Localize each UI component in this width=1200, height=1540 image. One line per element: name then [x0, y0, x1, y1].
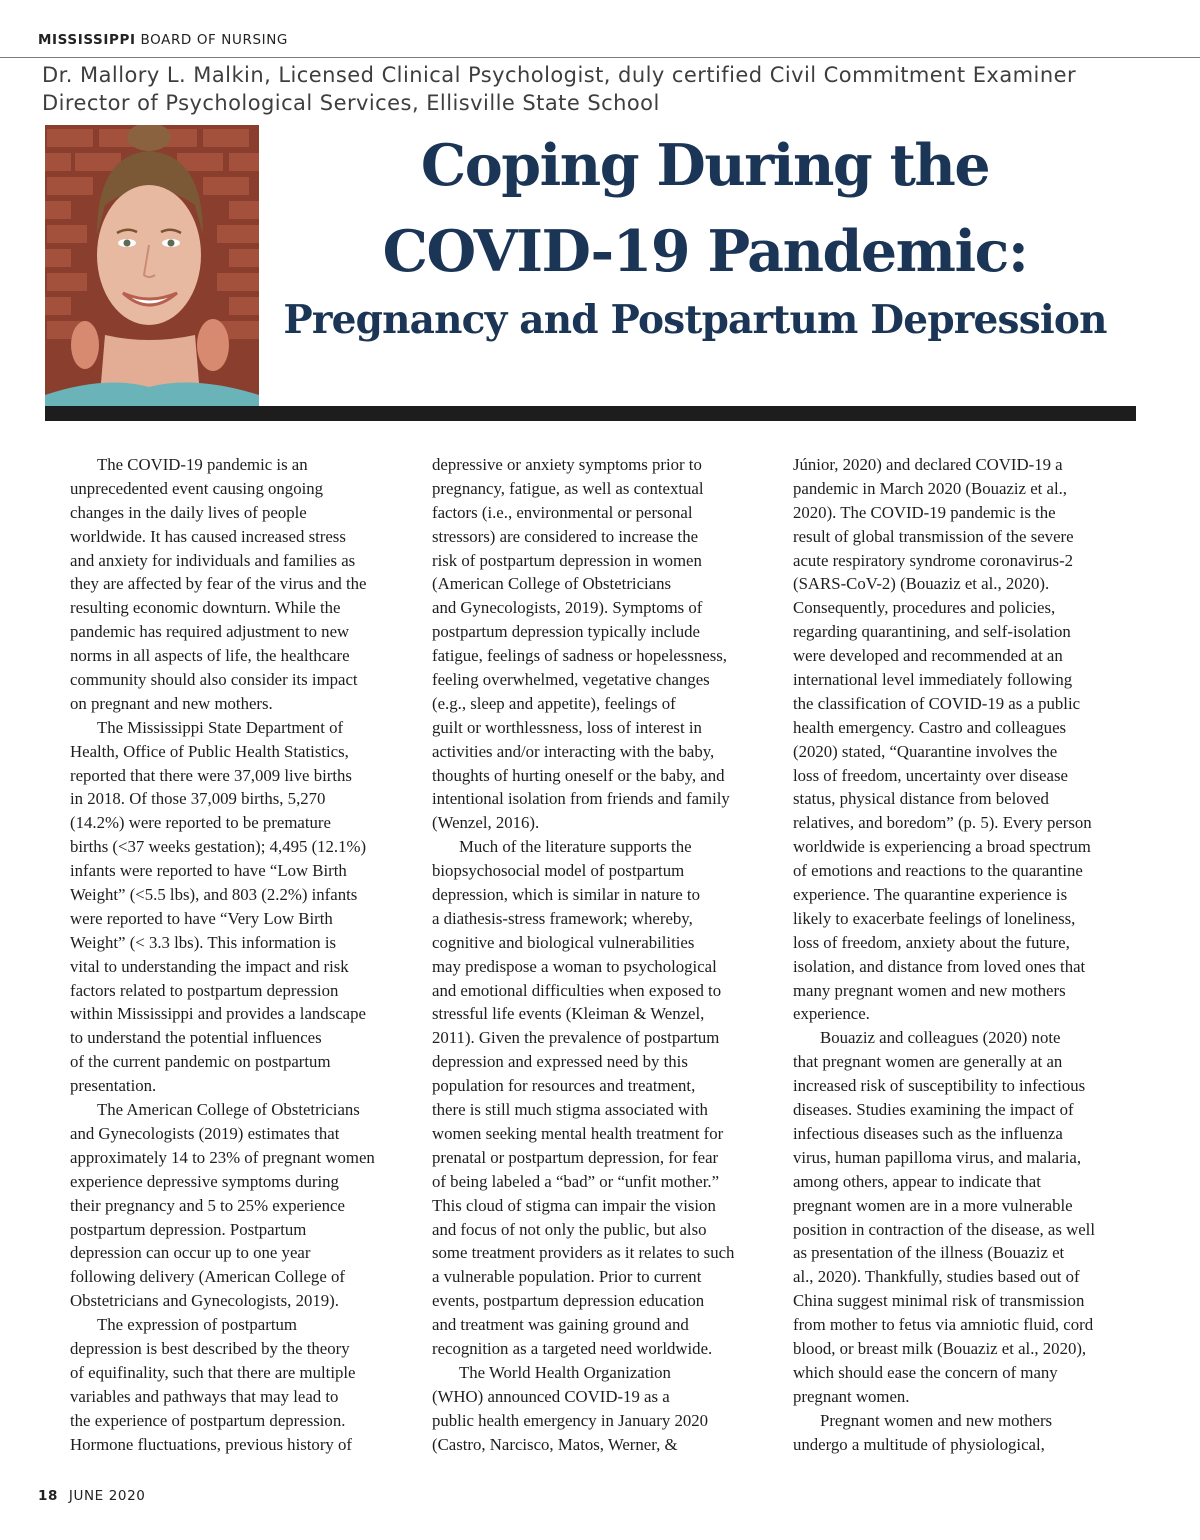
text-line: Júnior, 2020) and declared COVID-19 a: [793, 455, 1063, 474]
text-line: al., 2020). Thankfully, studies based out of: [793, 1267, 1080, 1287]
text-line: the classification of COVID-19 as a public: [793, 693, 1081, 713]
text-line: (Castro, Narcisco, Matos, Werner, &: [432, 1434, 678, 1454]
text-line: feeling overwhelmed, vegetative changes: [432, 670, 710, 690]
text-line: (14.2%) were reported to be premature: [70, 813, 331, 833]
text-line: 2011). Given the prevalence of postpartum: [432, 1028, 720, 1048]
article-title-line-1: Coping During the: [420, 132, 990, 199]
text-line: to understand the potential influences: [70, 1028, 322, 1048]
text-line: Health, Office of Public Health Statistics,: [70, 741, 349, 761]
text-line: the experience of postpartum depression.: [70, 1410, 346, 1430]
text-line: they are affected by fear of the virus and the: [70, 574, 367, 594]
text-line: resulting economic downturn. While the: [70, 598, 341, 618]
text-line: Bouaziz and colleagues (2020) note: [820, 1028, 1061, 1048]
text-line: depressive or anxiety symptoms prior to: [432, 455, 702, 474]
text-line: pandemic has required adjustment to new: [70, 622, 350, 642]
text-line: vital to understanding the impact and risk: [70, 956, 349, 976]
page-number: 18: [38, 1488, 58, 1504]
text-line: China suggest minimal risk of transmission: [793, 1291, 1085, 1311]
text-line: on pregnant and new mothers.: [70, 693, 273, 713]
publication-header: [38, 32, 288, 48]
text-line: following delivery (American College of: [70, 1267, 345, 1287]
text-line: experience. The quarantine experience is: [793, 885, 1068, 905]
article-subtitle: Pregnancy and Postpartum Depression: [283, 297, 1107, 343]
text-line: international level immediately following: [793, 670, 1073, 690]
text-line: pregnant women are in a more vulnerable: [793, 1195, 1073, 1215]
text-line: were reported to have “Very Low Birth: [70, 908, 333, 928]
text-line: The expression of postpartum: [97, 1315, 297, 1335]
text-line: may predispose a woman to psychological: [432, 956, 717, 976]
text-line: stressors) are considered to increase the: [432, 526, 699, 546]
text-line: Obstetricians and Gynecologists, 2019).: [70, 1291, 339, 1311]
text-line: Pregnant women and new mothers: [820, 1410, 1053, 1430]
text-line: factors (i.e., environmental or personal: [432, 502, 693, 522]
text-line: guilt or worthlessness, loss of interest in: [432, 717, 702, 737]
publication-name: BOARD OF NURSING: [140, 32, 288, 48]
text-line: changes in the daily lives of people: [70, 502, 307, 522]
text-line: biopsychosocial model of postpartum: [432, 861, 685, 881]
text-line: virus, human papilloma virus, and malaria,: [793, 1147, 1082, 1167]
text-line: among others, appear to indicate that: [793, 1171, 1041, 1191]
text-line: were developed and recommended at an: [793, 646, 1063, 666]
text-line: that pregnant women are generally at an: [793, 1052, 1063, 1072]
text-line: and Gynecologists (2019) estimates that: [70, 1123, 340, 1143]
text-line: public health emergency in January 2020: [432, 1410, 709, 1430]
text-line: their pregnancy and 5 to 25% experience: [70, 1195, 345, 1215]
text-line: (Wenzel, 2016).: [432, 813, 540, 833]
text-line: pregnant women.: [793, 1386, 910, 1406]
text-line: postpartum depression. Postpartum: [70, 1219, 307, 1239]
text-line: loss of freedom, uncertainty over disease: [793, 765, 1068, 785]
text-line: of equifinality, such that there are multiple: [70, 1362, 356, 1382]
author-credentials: Dr. Mallory L. Malkin, Licensed Clinical Psychologist, duly certified Civil Commitment Examiner: [42, 63, 1077, 87]
page-footer: [38, 1488, 145, 1504]
text-line: likely to exacerbate feelings of loneliness,: [793, 908, 1076, 928]
text-line: acute respiratory syndrome coronavirus-2: [793, 550, 1074, 570]
author-photo: [45, 125, 259, 407]
text-line: Much of the literature supports the: [459, 837, 692, 857]
text-line: result of global transmission of the severe: [793, 526, 1074, 546]
article-column-1: [70, 453, 410, 1456]
text-line: cognitive and biological vulnerabilities: [432, 932, 695, 952]
text-line: depression is best described by the theory: [70, 1338, 350, 1358]
text-line: from mother to fetus via amniotic fluid, cord: [793, 1315, 1094, 1335]
text-line: of emotions and reactions to the quarantine: [793, 861, 1083, 881]
text-line: reported that there were 37,009 live births: [70, 765, 352, 785]
text-line: (SARS-CoV-2) (Bouaziz et al., 2020).: [793, 574, 1050, 594]
text-line: infants were reported to have “Low Birth: [70, 861, 347, 881]
text-line: experience depressive symptoms during: [70, 1171, 339, 1191]
text-line: blood, or breast milk (Bouaziz et al., 2020),: [793, 1338, 1087, 1358]
text-line: (2020) stated, “Quarantine involves the: [793, 741, 1058, 761]
text-line: infectious diseases such as the influenza: [793, 1123, 1063, 1143]
text-line: variables and pathways that may lead to: [70, 1386, 339, 1406]
text-line: and Gynecologists, 2019). Symptoms of: [432, 598, 703, 618]
text-line: thoughts of hurting oneself or the baby, and: [432, 765, 725, 785]
text-line: The COVID-19 pandemic is an: [97, 455, 308, 474]
text-line: population for resources and treatment,: [432, 1076, 696, 1096]
text-line: intentional isolation from friends and family: [432, 789, 730, 809]
text-line: depression and expressed need by this: [432, 1052, 688, 1072]
text-line: within Mississippi and provides a landscape: [70, 1004, 366, 1024]
text-line: as presentation of the illness (Bouaziz et: [793, 1243, 1065, 1263]
title-divider-bar: [45, 406, 1136, 421]
text-line: recognition as a targeted need worldwide.: [432, 1338, 713, 1358]
text-line: and treatment was gaining ground and: [432, 1315, 689, 1335]
text-line: The Mississippi State Department of: [97, 717, 344, 737]
text-line: in 2018. Of those 37,009 births, 5,270: [70, 789, 326, 809]
text-line: health emergency. Castro and colleagues: [793, 717, 1067, 737]
text-line: community should also consider its impact: [70, 670, 358, 690]
text-line: pandemic in March 2020 (Bouaziz et al.,: [793, 478, 1067, 498]
issue-date: JUNE 2020: [68, 1488, 146, 1504]
text-line: worldwide. It has caused increased stress: [70, 526, 346, 546]
text-line: experience.: [793, 1004, 870, 1024]
text-line: norms in all aspects of life, the healthcare: [70, 646, 350, 666]
text-line: many pregnant women and new mothers: [793, 980, 1066, 1000]
text-line: Weight” (< 3.3 lbs). This information is: [70, 932, 337, 952]
text-line: undergo a multitude of physiological,: [793, 1434, 1045, 1454]
text-line: unprecedented event causing ongoing: [70, 478, 324, 498]
text-line: factors related to postpartum depression: [70, 980, 339, 1000]
text-line: and focus of not only the public, but also: [432, 1219, 707, 1239]
text-line: regarding quarantining, and self-isolation: [793, 622, 1071, 642]
publication-state: MISSISSIPPI: [38, 32, 136, 48]
text-line: 2020). The COVID-19 pandemic is the: [793, 502, 1056, 522]
text-line: depression can occur up to one year: [70, 1243, 311, 1263]
text-line: (American College of Obstetricians: [432, 574, 672, 594]
text-line: The World Health Organization: [459, 1362, 671, 1382]
header-rule: [0, 57, 1200, 58]
text-line: events, postpartum depression education: [432, 1291, 705, 1311]
text-line: postpartum depression typically include: [432, 622, 700, 642]
text-line: births (<37 weeks gestation); 4,495 (12.1%): [70, 837, 367, 857]
text-line: worldwide is experiencing a broad spectrum: [793, 837, 1091, 857]
text-line: of the current pandemic on postpartum: [70, 1052, 331, 1072]
text-line: of being labeled a “bad” or “unfit mother.”: [432, 1171, 720, 1191]
text-line: isolation, and distance from loved ones that: [793, 956, 1086, 976]
text-line: fatigue, feelings of sadness or hopelessness,: [432, 646, 727, 666]
text-line: activities and/or interacting with the baby,: [432, 741, 715, 761]
author-position: Director of Psychological Services, Ellisville State School: [42, 91, 660, 115]
text-line: pregnancy, fatigue, as well as contextual: [432, 478, 704, 498]
text-line: This cloud of stigma can impair the vision: [432, 1195, 716, 1215]
article-column-2: [432, 453, 772, 1456]
text-line: presentation.: [70, 1076, 157, 1096]
text-line: diseases. Studies examining the impact of: [793, 1100, 1074, 1120]
text-line: there is still much stigma associated with: [432, 1100, 708, 1120]
article-title-line-2: COVID-19 Pandemic:: [382, 218, 1028, 285]
text-line: and anxiety for individuals and families as: [70, 550, 356, 570]
text-line: Weight” (<5.5 lbs), and 803 (2.2%) infants: [70, 885, 358, 905]
text-line: a vulnerable population. Prior to current: [432, 1267, 702, 1287]
text-line: (e.g., sleep and appetite), feelings of: [432, 693, 676, 713]
text-line: depression, which is similar in nature to: [432, 885, 700, 905]
text-line: The American College of Obstetricians: [97, 1100, 360, 1120]
text-line: approximately 14 to 23% of pregnant women: [70, 1147, 375, 1167]
text-line: increased risk of susceptibility to infectious: [793, 1076, 1086, 1096]
text-line: and emotional difficulties when exposed to: [432, 980, 722, 1000]
text-line: relatives, and boredom” (p. 5). Every person: [793, 813, 1092, 833]
text-line: status, physical distance from beloved: [793, 789, 1049, 809]
text-line: women seeking mental health treatment for: [432, 1123, 724, 1143]
text-line: a diathesis-stress framework; whereby,: [432, 908, 693, 928]
text-line: (WHO) announced COVID-19 as a: [432, 1386, 670, 1406]
text-line: loss of freedom, anxiety about the future,: [793, 932, 1070, 952]
text-line: stressful life events (Kleiman & Wenzel,: [432, 1004, 705, 1024]
text-line: which should ease the concern of many: [793, 1362, 1058, 1382]
text-line: prenatal or postpartum depression, for fear: [432, 1147, 719, 1167]
text-line: some treatment providers as it relates to such: [432, 1243, 735, 1263]
text-line: risk of postpartum depression in women: [432, 550, 702, 570]
text-line: Consequently, procedures and policies,: [793, 598, 1056, 618]
article-column-3: [793, 453, 1133, 1456]
text-line: Hormone fluctuations, previous history of: [70, 1434, 352, 1454]
text-line: position in contraction of the disease, as well: [793, 1219, 1095, 1239]
